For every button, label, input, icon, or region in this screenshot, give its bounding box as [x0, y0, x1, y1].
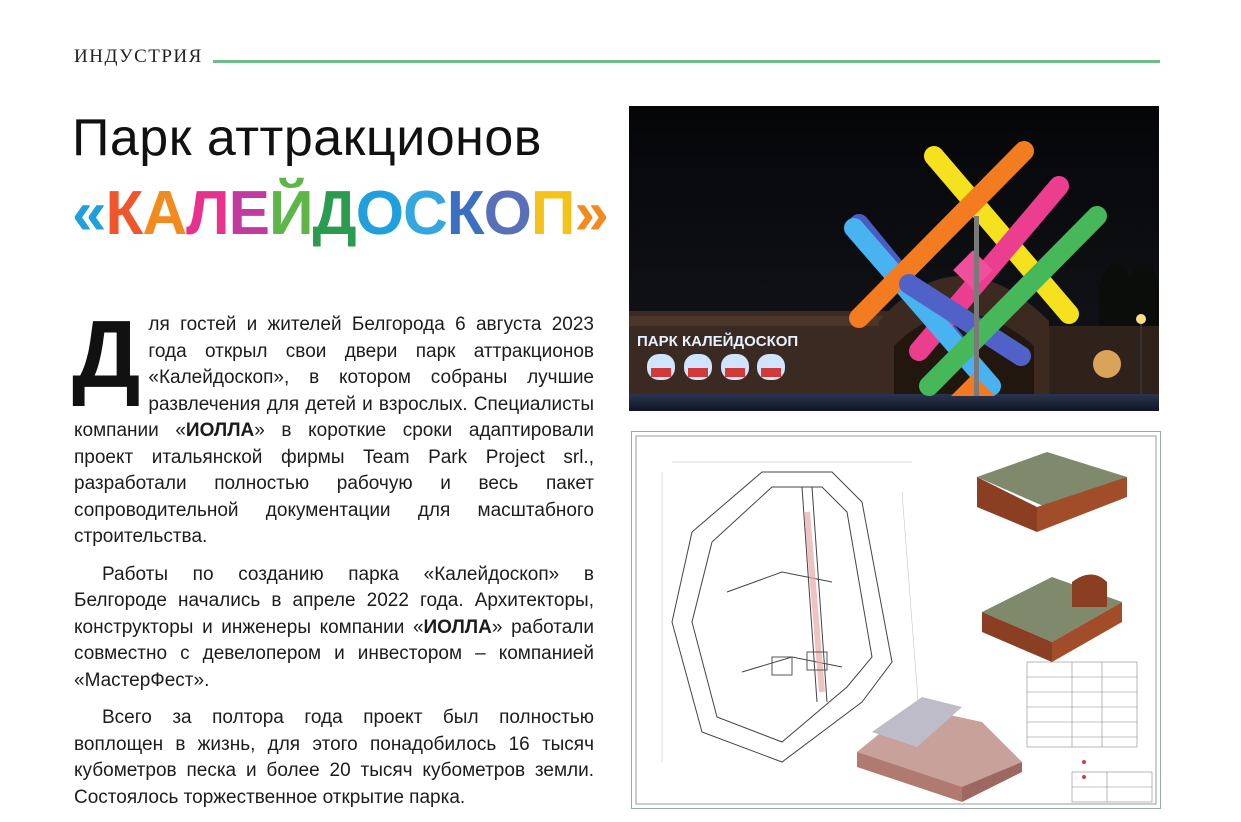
paragraph-2 — [74, 562, 594, 695]
title-letter: « — [72, 179, 106, 248]
paragraph-2-text: Работы по созданию парка «Калейдоскоп» в Белгороде начались в апреле 2022 года. Архитекторы, конструкторы и инженеры компании « — [74, 563, 594, 638]
title-letter: П — [530, 179, 575, 248]
park-photo — [629, 106, 1159, 411]
title-letter: Л — [186, 179, 229, 248]
paragraph-3: Всего за полтора года проект был полностью воплощен в жизнь, для этого понадобилось 16 тысяч кубометров песка и более 20 тысяч кубометров земли. Состоялось торжественное открытие парка. — [74, 707, 594, 808]
drawing-illustration — [632, 432, 1160, 808]
paragraph-1-text: ля гостей и жителей Белгорода 6 августа 2023 года открыл свои двери парк аттракционов «Калейдоскоп», в котором собраны лучшие развлечения для детей и взрослых. Специалисты компании « — [74, 314, 594, 441]
drop-cap: Д — [72, 301, 141, 408]
article-title-colored — [72, 178, 608, 249]
title-letter: К — [446, 179, 484, 248]
title-letter: О — [483, 179, 531, 248]
title-letter: Й — [268, 179, 313, 248]
company-name: ИОЛЛА — [185, 420, 255, 441]
title-letter: » — [574, 179, 608, 248]
paragraph-2-rest: » работали совместно с девелопером и инвестором – компанией «МастерФест». — [74, 616, 594, 691]
paragraph-1 — [72, 301, 594, 551]
title-letter: Д — [312, 179, 356, 248]
article-body — [72, 301, 594, 822]
section-label: ИНДУСТРИЯ — [74, 46, 203, 67]
title-letter: Е — [228, 179, 269, 248]
park-photo-illustration — [629, 106, 1159, 411]
section-divider — [213, 60, 1160, 63]
paragraph-1-rest: » в короткие сроки адаптировали проект итальянской фирмы Team Park Project srl., разработали полностью рабочую и весь пакет сопроводительной документации для масштабного строительства. — [74, 420, 594, 547]
company-name: ИОЛЛА — [423, 616, 492, 638]
title-letter: С — [402, 179, 447, 248]
title-letter: К — [105, 179, 143, 248]
architectural-drawing — [631, 431, 1161, 809]
title-letter: А — [142, 179, 187, 248]
title-letter: О — [355, 179, 403, 248]
article-title: Парк аттракционов — [72, 109, 542, 167]
sign-text: ПАРК КАЛЕЙДОСКОП — [637, 333, 799, 350]
